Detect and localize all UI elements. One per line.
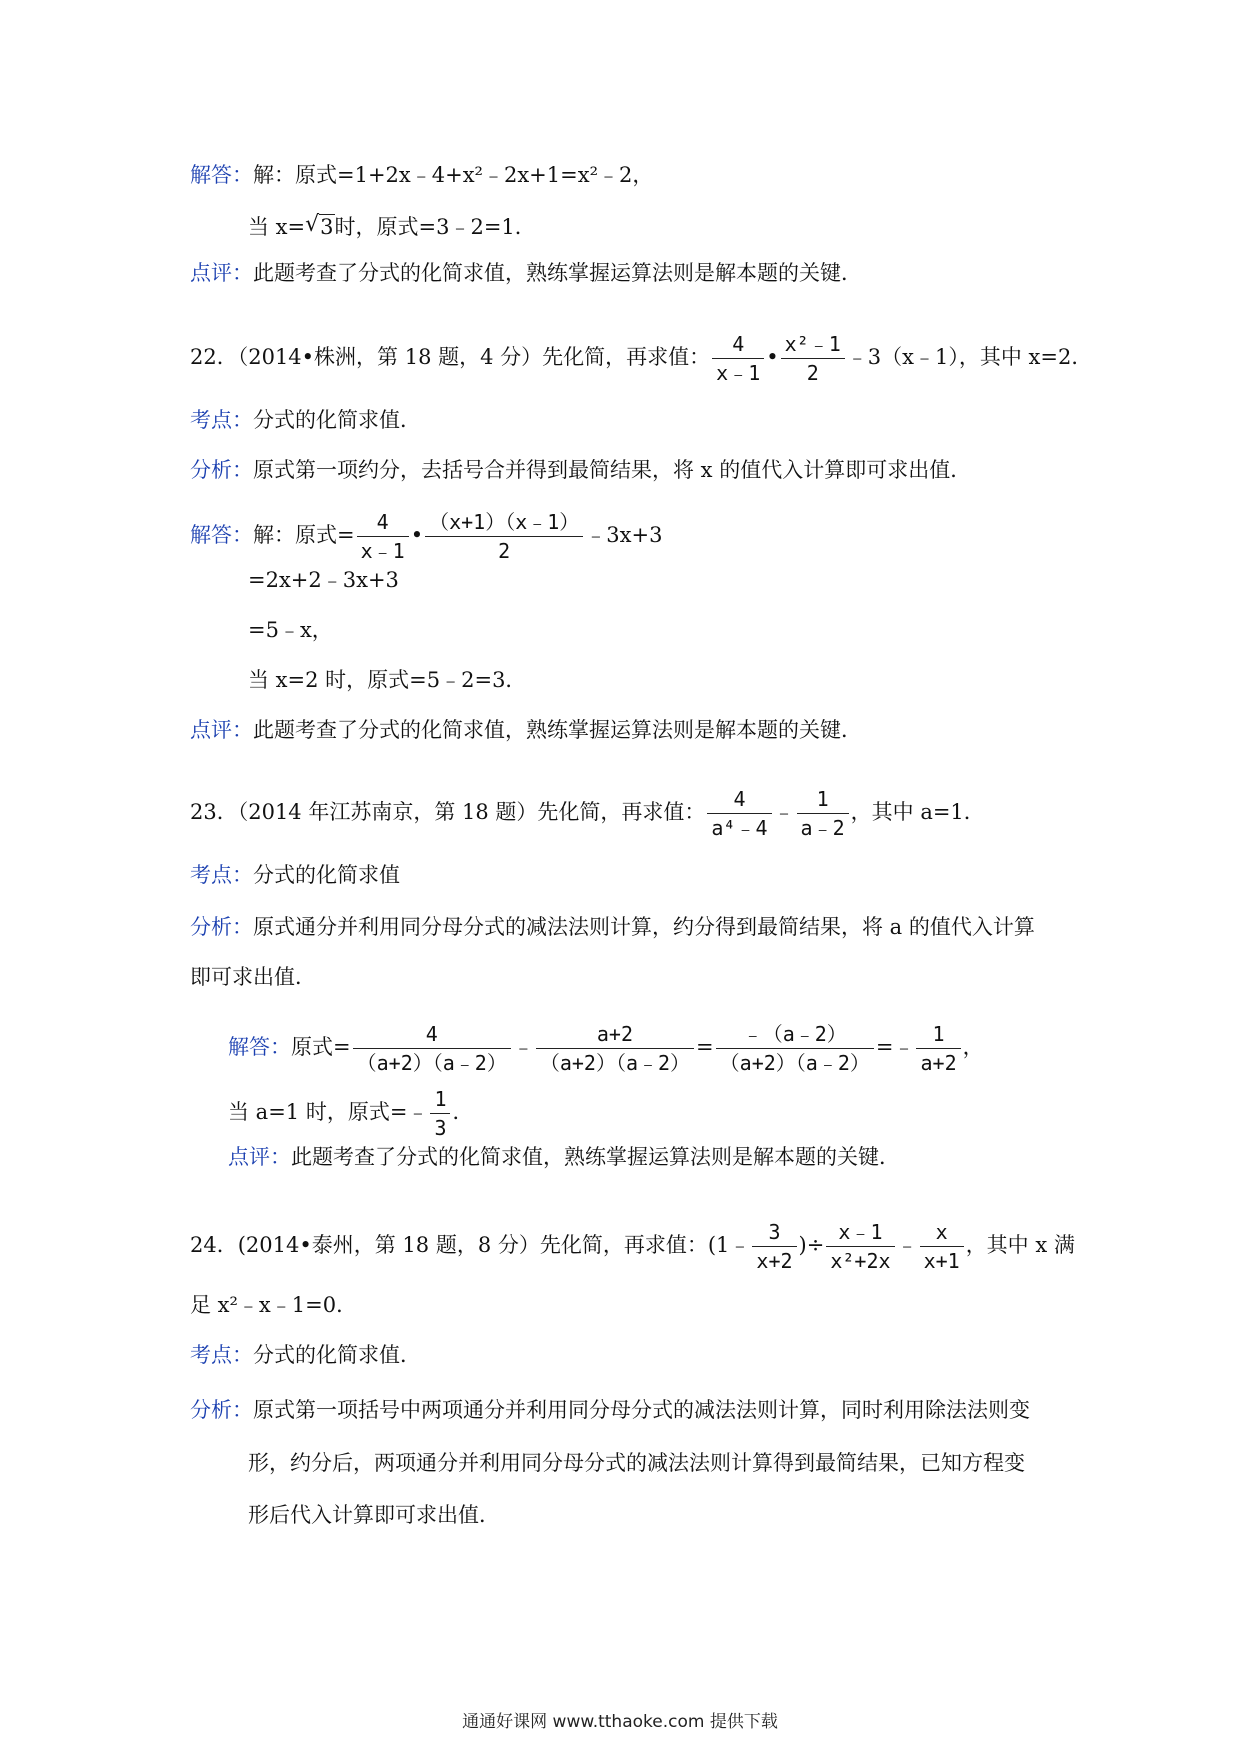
q22-analysis [190, 455, 971, 485]
q22-step3: =5﹣x， [248, 618, 333, 642]
q24-point [190, 1340, 421, 1370]
answer-label: 解答： [190, 163, 253, 187]
q21-comment [190, 258, 862, 288]
denominator: a⁴﹣4 [711, 816, 768, 840]
q22-step4: 当 x=2 时，原式=5﹣2=3． [248, 668, 527, 692]
denominator: （a+2）（a﹣2） [356, 1051, 507, 1075]
q23-stem-tail: ，其中 a=1． [850, 800, 985, 824]
numerator: x [920, 1218, 964, 1247]
q21-answer-line2 [248, 212, 536, 242]
q24-analysis-line1 [190, 1395, 1030, 1425]
denominator: （a+2）（a﹣2） [719, 1051, 870, 1075]
comment-label: 点评： [190, 718, 253, 742]
comment-label: 点评： [228, 1145, 291, 1169]
comment-text: 此题考查了分式的化简求值，熟练掌握运算法则是解本题的关键． [253, 261, 862, 285]
q22-stem [190, 330, 1092, 387]
denominator: x﹣1 [716, 361, 761, 385]
fraction [353, 1020, 511, 1077]
answer-tail: ﹣3x+3 [585, 523, 663, 547]
numerator: 4 [712, 330, 764, 359]
numerator: x﹣1 [826, 1218, 894, 1247]
denominator: a+2 [920, 1051, 957, 1075]
result-prefix: 当 a=1 时，原式=﹣ [228, 1100, 429, 1124]
numerator: x²﹣1 [781, 330, 845, 359]
q23-analysis-line2: 即可求出值． [190, 965, 316, 989]
comma: ， [962, 1035, 984, 1059]
point-text: 分式的化简求值． [253, 1343, 421, 1367]
q23-analysis-line1 [190, 912, 1035, 942]
numerator: 4 [357, 508, 409, 537]
q24-analysis-line2: 形，约分后，两项通分并利用同分母分式的减法法则计算得到最简结果，已知方程变 [248, 1451, 1025, 1475]
point-label: 考点： [190, 408, 253, 432]
q23-stem [190, 785, 985, 842]
numerator: 1 [797, 785, 849, 814]
q23-answer [228, 1020, 984, 1077]
denominator: x+1 [923, 1249, 960, 1273]
denominator: a﹣2 [800, 816, 845, 840]
numerator: a+2 [536, 1020, 694, 1049]
fraction [536, 1020, 694, 1077]
fraction [781, 330, 845, 387]
fraction [826, 1218, 894, 1275]
answer-prefix: 解：原式= [253, 523, 355, 547]
minus-operator: ﹣ [896, 1233, 918, 1257]
sqrt-expression [305, 212, 334, 242]
denominator: x+2 [756, 1249, 793, 1273]
q21-when-text: 当 x= [248, 215, 306, 239]
q21-answer-line1 [190, 160, 653, 190]
analysis-label: 分析： [190, 458, 253, 482]
analysis-text: 原式通分并利用同分母分式的减法法则计算，约分得到最简结果，将 a 的值代入计算 [253, 915, 1035, 939]
denominator: 3 [434, 1116, 447, 1140]
numerator: 1 [916, 1020, 960, 1049]
q23-stem-text: 23．（2014 年江苏南京，第 18 题）先化简，再求值： [190, 800, 706, 824]
fraction [752, 1218, 796, 1275]
comment-text: 此题考查了分式的化简求值，熟练掌握运算法则是解本题的关键． [291, 1145, 900, 1169]
close-paren: ) [798, 1233, 807, 1257]
q22-step2: =2x+2﹣3x+3 [248, 568, 399, 592]
q24-stem [190, 1218, 1075, 1275]
numerator: 4 [707, 785, 771, 814]
q22-point [190, 405, 421, 435]
fraction [797, 785, 849, 842]
numerator: 3 [752, 1218, 796, 1247]
denominator: 2 [806, 361, 819, 385]
point-text: 分式的化简求值 [253, 863, 400, 887]
q24-analysis-line3: 形后代入计算即可求出值． [248, 1503, 500, 1527]
minus-operator: ﹣ [773, 800, 795, 824]
denominator: x²+2x [830, 1249, 891, 1273]
denominator: 2 [498, 539, 511, 563]
q23-result [228, 1085, 473, 1142]
numerator: （x+1）（x﹣1） [425, 508, 583, 537]
q24-stem-text: 24．(2014•泰州，第 18 题，8 分）先化简，再求值：(1﹣ [190, 1233, 751, 1257]
q21-result-text: 时，原式=3﹣2=1． [334, 215, 536, 239]
analysis-text: 原式第一项括号中两项通分并利用同分母分式的减法法则计算，同时利用除法法则变 [253, 1398, 1030, 1422]
q24-stem-tail: ，其中 x 满 [965, 1233, 1075, 1257]
period: ． [452, 1100, 474, 1124]
q22-stem-text: 22．（2014•株洲，第 18 题，4 分）先化简，再求值： [190, 345, 711, 369]
answer-label: 解答： [190, 523, 253, 547]
divide-operator: ÷ [806, 1233, 825, 1257]
fraction [916, 1020, 960, 1077]
denominator: x﹣1 [360, 539, 405, 563]
q22-comment [190, 715, 862, 745]
numerator: 4 [353, 1020, 511, 1049]
q22-stem-tail: ﹣3（x﹣1），其中 x=2． [846, 345, 1093, 369]
fraction [357, 508, 409, 565]
dot-operator: • [766, 345, 779, 369]
q23-comment [228, 1142, 900, 1172]
denominator: （a+2）（a﹣2） [539, 1051, 691, 1075]
q23-point [190, 860, 400, 890]
numerator: 1 [430, 1085, 450, 1114]
answer-label: 解答： [228, 1035, 291, 1059]
answer-prefix: 原式= [291, 1035, 351, 1059]
fraction [920, 1218, 964, 1275]
minus-operator: ﹣ [512, 1035, 534, 1059]
footer: 通通好课网 www.tthaoke.com 提供下载 [462, 1712, 778, 1732]
fraction [716, 1020, 874, 1077]
fraction [425, 508, 583, 565]
fraction [707, 785, 771, 842]
comment-text: 此题考查了分式的化简求值，熟练掌握运算法则是解本题的关键． [253, 718, 862, 742]
q21-answer-text: 解：原式=1+2x﹣4+x²﹣2x+1=x²﹣2， [253, 163, 654, 187]
point-label: 考点： [190, 863, 253, 887]
sqrt-value: 3 [320, 215, 334, 239]
point-label: 考点： [190, 1343, 253, 1367]
q22-answer [190, 508, 662, 565]
point-text: 分式的化简求值． [253, 408, 421, 432]
fraction [430, 1085, 450, 1142]
fraction [712, 330, 764, 387]
comment-label: 点评： [190, 261, 253, 285]
analysis-label: 分析： [190, 915, 253, 939]
analysis-text: 原式第一项约分，去括号合并得到最简结果，将 x 的值代入计算即可求出值． [253, 458, 972, 482]
equals-operator: = [696, 1035, 714, 1059]
radical-icon: √ [305, 212, 320, 237]
q24-stem-line2: 足 x²﹣x﹣1=0． [190, 1293, 358, 1317]
numerator: ﹣（a﹣2） [716, 1020, 874, 1049]
equals-minus-operator: =﹣ [875, 1035, 915, 1059]
dot-operator: • [410, 523, 424, 547]
analysis-label: 分析： [190, 1398, 253, 1422]
